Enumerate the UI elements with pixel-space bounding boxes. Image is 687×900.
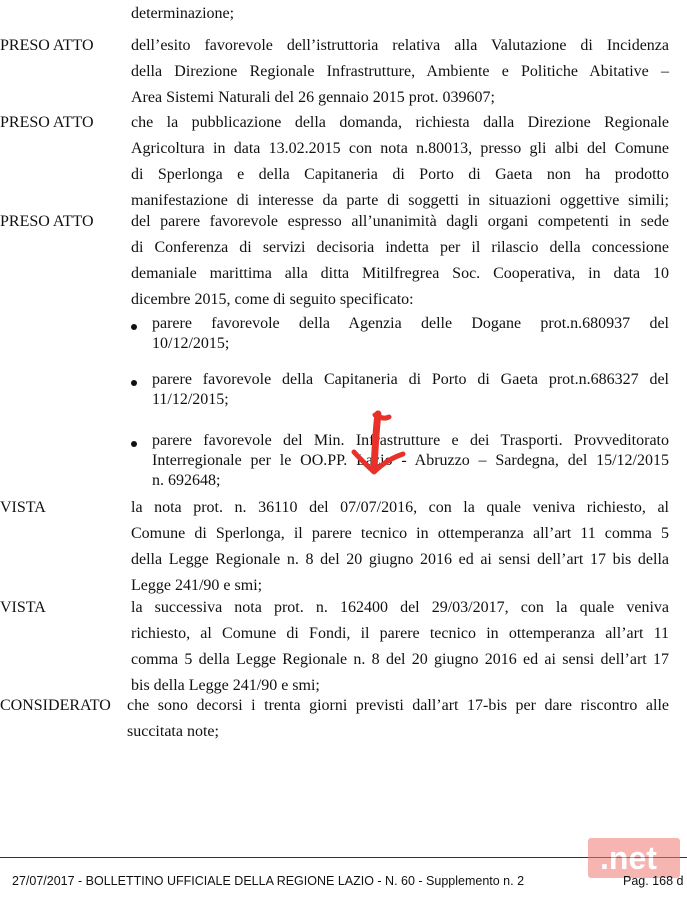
bullet-text bbox=[152, 314, 669, 354]
text-line: dicembre 2015, come di seguito specificato: bbox=[131, 291, 414, 308]
section-text-vista-1 bbox=[131, 495, 669, 599]
text-line: demaniale marittima alla ditta Mitilfregrea Soc. Cooperativa, in data 10 bbox=[131, 265, 669, 282]
top-fragment: determinazione; bbox=[131, 5, 235, 22]
section-label-vista-1: VISTA bbox=[0, 499, 46, 516]
text-line: la successiva nota prot. n. 162400 del 29/03/2017, con la quale veniva bbox=[131, 599, 669, 616]
text-line: succitata note; bbox=[127, 723, 219, 740]
text-line: parere favorevole della Agenzia delle Dogane prot.n.680937 del bbox=[152, 315, 669, 332]
text-line: parere favorevole della Capitaneria di Porto di Gaeta prot.n.686327 del bbox=[152, 371, 669, 388]
text-line: 10/12/2015; bbox=[152, 335, 230, 352]
text-line: Legge 241/90 e smi; bbox=[131, 577, 263, 594]
text-line: Interregionale per le OO.PP. Lazio - Abruzzo – Sardegna, del 15/12/2015 bbox=[152, 452, 669, 469]
text-line: dell’esito favorevole dell’istruttoria relativa alla Valutazione di Incidenza bbox=[131, 37, 669, 54]
text-line: che la pubblicazione della domanda, richiesta dalla Direzione Regionale bbox=[131, 114, 669, 131]
footer-page-number: Pag. 168 d bbox=[623, 874, 684, 888]
section-label-considerato: CONSIDERATO bbox=[0, 697, 111, 714]
text-line: del parere favorevole espresso all’unanimità dagli organi competenti in sede bbox=[131, 213, 669, 230]
text-line: della Legge Regionale n. 8 del 20 giugno 2016 ed ai sensi dell’art 17 bis della bbox=[131, 551, 669, 568]
footer bbox=[12, 873, 684, 889]
section-label-preso-atto-1: PRESO ATTO bbox=[0, 37, 94, 54]
text-line: Agricoltura in data 13.02.2015 con nota n.80013, presso gli albi del Comune bbox=[131, 140, 669, 157]
text-line: la nota prot. n. 36110 del 07/07/2016, con la quale veniva richiesto, al bbox=[131, 499, 669, 516]
text-line: parere favorevole del Min. Infrastrutture e dei Trasporti. Provveditorato bbox=[152, 432, 669, 449]
hand-drawn-arrow-icon bbox=[345, 408, 415, 480]
section-text-preso-atto-2 bbox=[131, 110, 669, 214]
section-text-preso-atto-3 bbox=[131, 209, 669, 313]
section-text-preso-atto-1 bbox=[131, 33, 669, 111]
text-line: 11/12/2015; bbox=[152, 391, 229, 408]
text-line: manifestazione di interesse da parte di soggetti in situazioni oggettive simili; bbox=[131, 192, 669, 209]
footer-rule bbox=[0, 857, 687, 858]
text-line: che sono decorsi i trenta giorni previsti dall’art 17-bis per dare riscontro alle bbox=[127, 697, 669, 714]
bullet-icon bbox=[131, 441, 137, 447]
bullet-icon bbox=[131, 324, 137, 330]
section-text-considerato bbox=[127, 693, 669, 745]
text-line: di Conferenza di servizi decisoria indetta per il rilascio della concessione bbox=[131, 239, 669, 256]
text-line: Comune di Sperlonga, il parere tecnico in ottemperanza all’art 11 comma 5 bbox=[131, 525, 669, 542]
text-line: Area Sistemi Naturali del 26 gennaio 2015 prot. 039607; bbox=[131, 89, 495, 106]
footer-bulletin-info: 27/07/2017 - BOLLETTINO UFFICIALE DELLA REGIONE LAZIO - N. 60 - Supplemento n. 2 bbox=[12, 874, 525, 888]
text-line: richiesto, al Comune di Fondi, il parere tecnico in ottemperanza all’art 11 bbox=[131, 625, 669, 642]
watermark-logo bbox=[588, 838, 680, 878]
watermark-text: .net bbox=[600, 840, 657, 876]
text-line: di Sperlonga e della Capitaneria di Porto di Gaeta non ha prodotto bbox=[131, 166, 669, 183]
section-label-preso-atto-3: PRESO ATTO bbox=[0, 213, 94, 230]
text-line: bis della Legge 241/90 e smi; bbox=[131, 677, 320, 694]
section-label-preso-atto-2: PRESO ATTO bbox=[0, 114, 94, 131]
text-line: comma 5 della Legge Regionale n. 8 del 20 giugno 2016 ed ai sensi dell’art 17 bbox=[131, 651, 669, 668]
bullet-text bbox=[152, 370, 669, 410]
section-text-vista-2 bbox=[131, 595, 669, 699]
section-label-vista-2: VISTA bbox=[0, 599, 46, 616]
text-line: della Direzione Regionale Infrastrutture, Ambiente e Politiche Abitative – bbox=[131, 63, 669, 80]
text-line: n. 692648; bbox=[152, 472, 221, 489]
bullet-icon bbox=[131, 380, 137, 386]
